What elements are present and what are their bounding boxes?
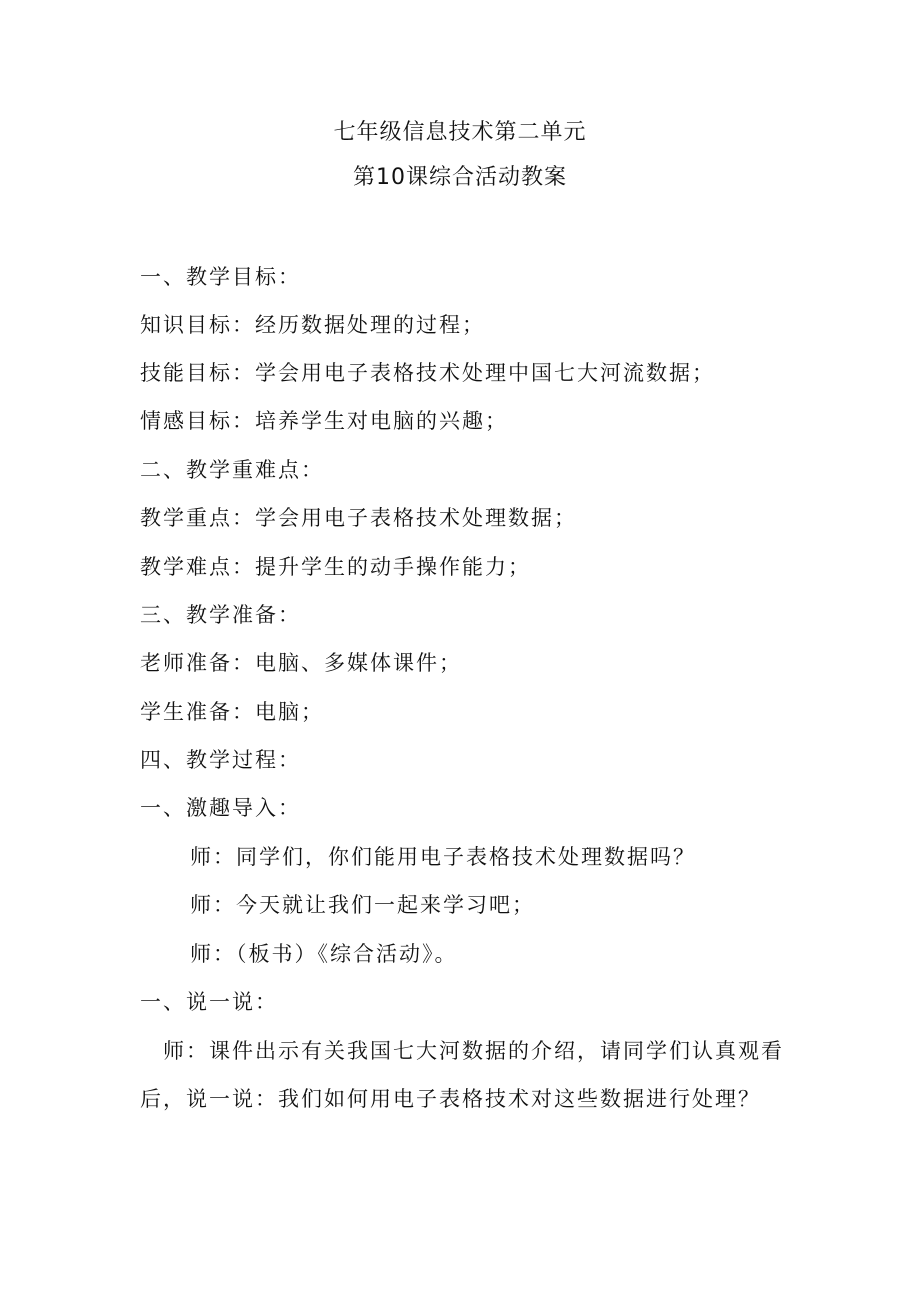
document-title: 七年级信息技术第二单元 [333, 120, 587, 145]
teacher-line: 师：今天就让我们一起来学习吧； [190, 893, 535, 917]
knowledge-objective: 知识目标：经历数据处理的过程； [140, 313, 485, 337]
teaching-difficulty: 教学难点：提升学生的动手操作能力； [140, 555, 531, 579]
teacher-line: 师：同学们，你们能用电子表格技术处理数据吗？ [190, 845, 696, 869]
teacher-line: 师：（板书）《综合活动》。 [190, 942, 458, 966]
document-subtitle: 第10课综合活动教案 [353, 165, 567, 190]
skill-objective: 技能目标：学会用电子表格技术处理中国七大河流数据； [140, 361, 715, 385]
subsection-heading-intro: 一、激趣导入： [140, 796, 301, 820]
student-preparation: 学生准备：电脑； [140, 700, 324, 724]
section-heading-preparation: 三、教学准备： [140, 603, 301, 627]
section-heading-process: 四、教学过程： [140, 748, 301, 772]
teaching-key-point: 教学重点：学会用电子表格技术处理数据； [140, 506, 577, 530]
emotion-objective: 情感目标：培养学生对电脑的兴趣； [140, 409, 508, 433]
section-heading-objectives: 一、教学目标： [140, 265, 301, 289]
paragraph-line: 后，说一说：我们如何用电子表格技术对这些数据进行处理？ [140, 1087, 761, 1111]
teacher-preparation: 老师准备：电脑、多媒体课件； [140, 651, 462, 675]
section-heading-key-points: 二、教学重难点： [140, 458, 324, 482]
paragraph-line: 师：课件出示有关我国七大河数据的介绍，请同学们认真观看 [163, 1039, 784, 1063]
subsection-heading-discuss: 一、说一说： [140, 990, 278, 1014]
